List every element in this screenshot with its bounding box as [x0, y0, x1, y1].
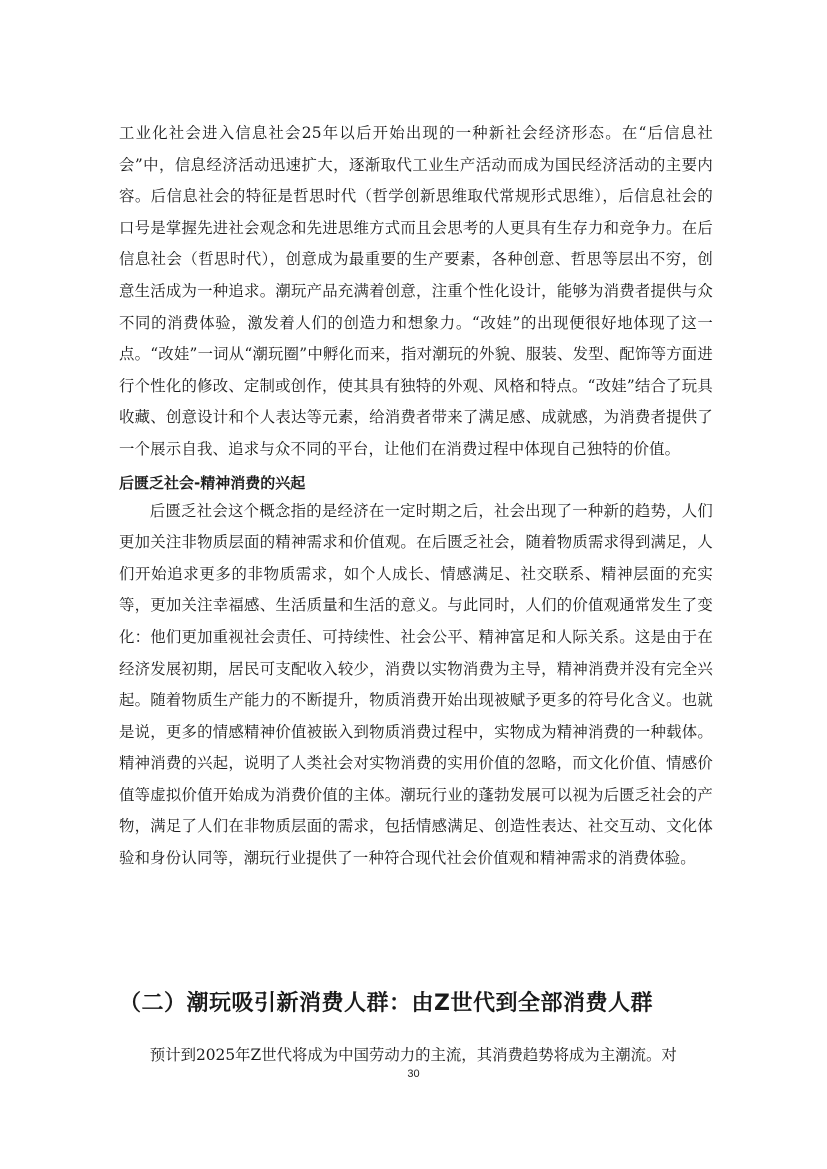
paragraph: 后匮乏社会这个概念指的是经济在一定时期之后，社会出现了一种新的趋势，人们更加关注非物质层面的精神需求和价值观。在后匮乏社会，随着物质需求得到满足，人们开始追求更多的非物质需求，如个人成长、情感满足、社交联系、精神层面的充实等，更加关注幸福感、生活质量和生活的意义。与此同时，人们的价值观通常发生了变化：他们更加重视社会责任、可持续性、社会公平、精神富足和人际关系。这是由于在经济发展初期，居民可支配收入较少，消费以实物消费为主导，精神消费并没有完全兴起。随着物质生产能力的不断提升，物质消费开始出现被赋予更多的符号化含义。也就是说，更多的情感精神价值被嵌入到物质消费过程中，实物成为精神消费的一种载体。精神消费的兴起，说明了人类社会对实物消费的实用价值的忽略，而文化价值、情感价值等虚拟价值开始成为消费价值的主体。潮玩行业的蓬勃发展可以视为后匮乏社会的产物，满足了人们在非物质层面的需求，包括情感满足、创造性表达、社交互动、文化体验和身份认同等，潮玩行业提供了一种符合现代社会价值观和精神需求的消费体验。 [119, 501, 713, 868]
page-number: 30 [407, 1068, 420, 1080]
paragraph: 工业化社会进入信息社会25年以后开始出现的一种新社会经济形态。在“后信息社会”中，信息经济活动迅速扩大，逐渐取代工业生产活动而成为国民经济活动的主要内容。后信息社会的特征是哲思时代（哲学创新思维取代常规形式思维），后信息社会的口号是掌握先进社会观念和先进思维方式而且会思考的人更具有生存力和竞争力。在后信息社会（哲思时代），创意成为最重要的生产要素，各种创意、哲思等层出不穷，创意生活成为一种追求。潮玩产品充满着创意，注重个性化设计，能够为消费者提供与众不同的消费体验，激发着人们的创造力和想象力。“改娃”的出现便很好地体现了这一点。“改娃”一词从“潮玩圈”中孵化而来，指对潮玩的外貌、服装、发型、配饰等方面进行个性化的修改、定制或创作，使其具有独特的外观、风格和特点。“改娃”结合了玩具收藏、创意设计和个人表达等元素，给消费者带来了满足感、成就感，为消费者提供了一个展示自我、追求与众不同的平台，让他们在消费过程中体现自己独特的价值。 [119, 124, 713, 458]
body-text [119, 118, 713, 875]
paragraph: 预计到2025年Z世代将成为中国劳动力的主流，其消费趋势将成为主潮流。对 [149, 1046, 677, 1064]
section-title: （二）潮玩吸引新消费人群：由Z世代到全部消费人群 [119, 991, 653, 1016]
subheading: 后匮乏社会-精神消费的兴起 [119, 473, 306, 492]
